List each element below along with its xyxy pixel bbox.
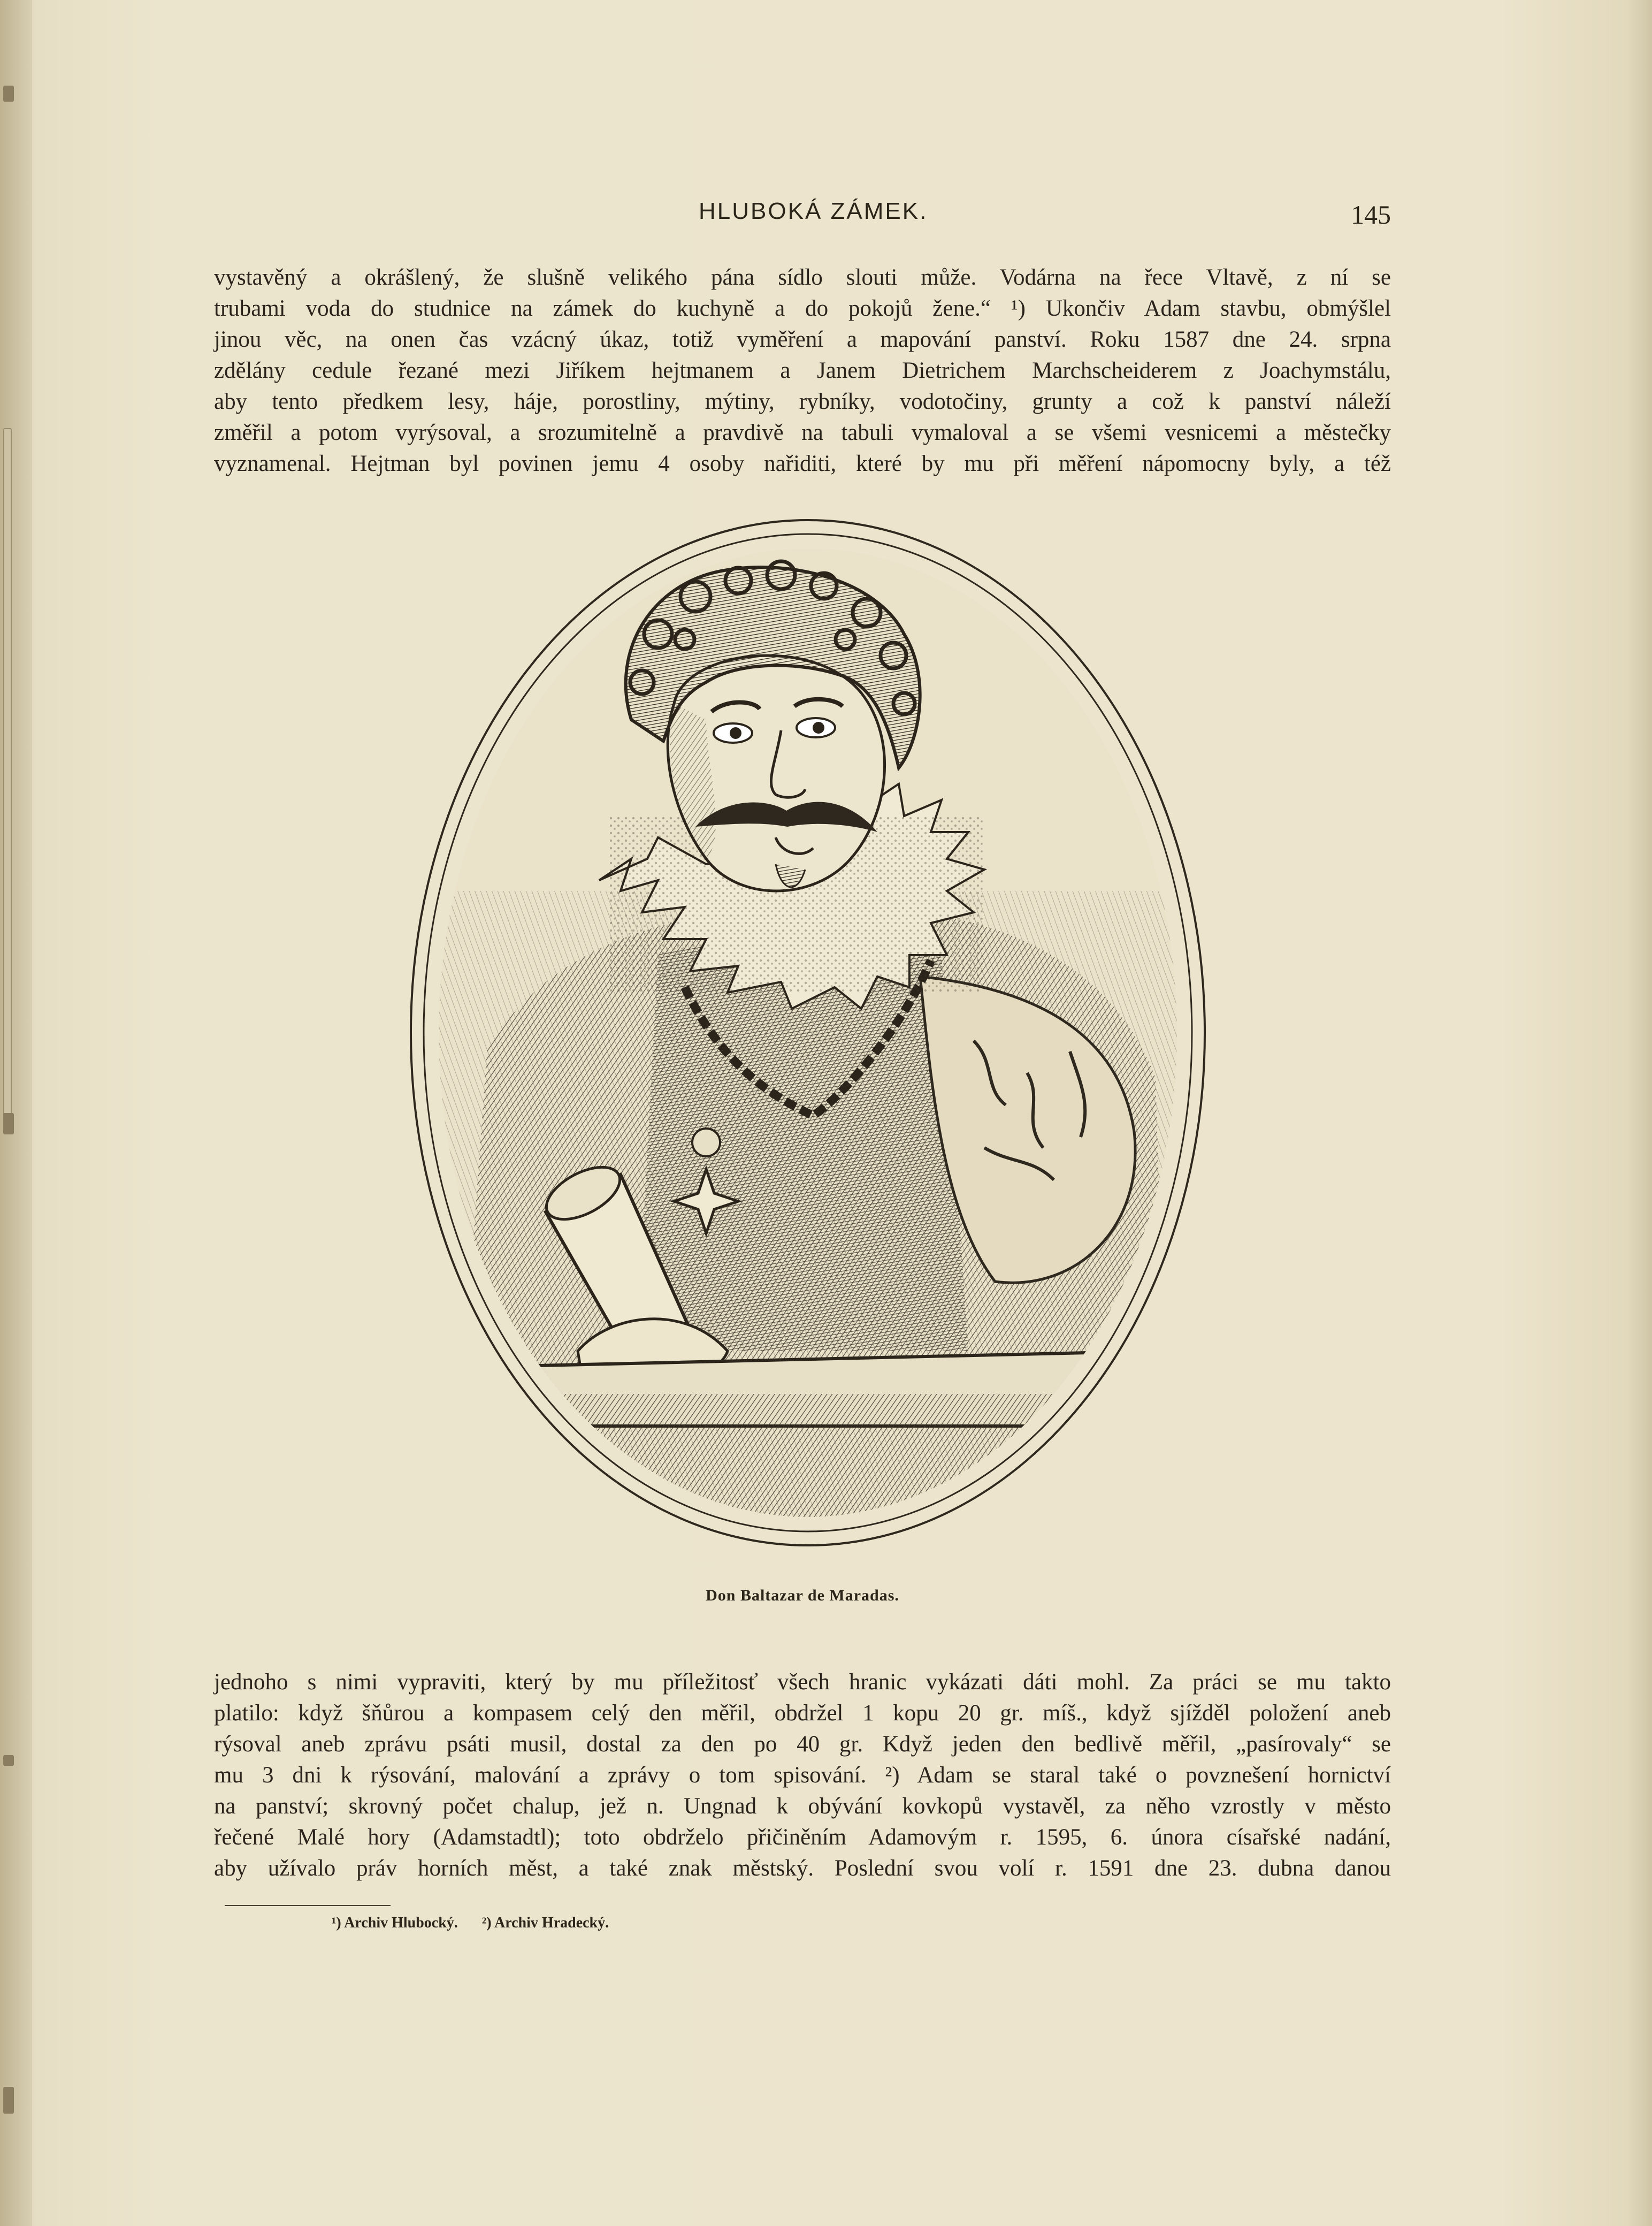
binding-mark	[3, 1113, 14, 1134]
text-line: řečené Malé hory (Adamstadtl); toto obdrželo přičiněním Adamovým r. 1595, 6. února císařské nadání,	[214, 1825, 1391, 1850]
text-line: jednoho s nimi vypraviti, který by mu příležitosť všech hranic vykázati dáti mohl. Za práci se mu takto	[214, 1670, 1391, 1695]
binding-mark	[3, 2087, 14, 2114]
text-line: zdělány cedule řezané mezi Jiříkem hejtmanem a Janem Dietrichem Marchscheiderem z Joachymstálu,	[214, 358, 1391, 383]
text-line: změřil a potom vyrýsoval, a srozumitelně a pravdivě na tabuli vymaloval a se všemi vesnicemi a městečky	[214, 420, 1391, 445]
text-line: aby užívalo práv horních měst, a také znak městský. Poslední svou volí r. 1591 dne 23. dubna danou	[214, 1856, 1391, 1881]
binding-mark	[3, 86, 14, 102]
text-line: trubami voda do studnice na zámek do kuchyně a do pokojů žene.“ ¹) Ukončiv Adam stavbu, obmýšlel	[214, 296, 1391, 321]
binding-strip	[3, 428, 12, 1126]
footnote-rule	[225, 1905, 391, 1906]
portrait-caption: Don Baltazar de Maradas.	[706, 1587, 899, 1604]
running-head-title: HLUBOKÁ ZÁMEK.	[699, 198, 928, 224]
running-head	[214, 193, 1391, 235]
binding-mark	[3, 1755, 14, 1766]
footnote-1: ¹) Archiv Hlubocký.	[332, 1915, 458, 1931]
footnote-2: ²) Archiv Hradecký.	[481, 1915, 609, 1931]
text-line: jinou věc, na onen čas vzácný úkaz, totiž vyměření a mapování panství. Roku 1587 dne 24. srpna	[214, 327, 1391, 352]
text-line: na panství; skrovný počet chalup, jež n. Ungnad k obývání kovkopů vystavěl, za něho vzrostly v město	[214, 1794, 1391, 1819]
text-line: vystavěný a okrášlený, že slušně velikého pána sídlo slouti může. Vodárna na řece Vltavě, z ní se	[214, 265, 1391, 290]
text-line: aby tento předkem lesy, háje, porostliny, mýtiny, rybníky, vodotočiny, grunty a což k panství náleží	[214, 389, 1391, 414]
text-line: rýsoval aneb zprávu psáti musil, dostal za den po 40 gr. Když jeden den bedlivě měřil, „pasírovaly“ se	[214, 1732, 1391, 1757]
paragraph-bottom	[214, 1667, 1391, 1884]
text-line: mu 3 dni k rýsování, malování a zprávy o tom spisování. ²) Adam se staral také o povznešení hornictví	[214, 1763, 1391, 1788]
portrait-illustration	[407, 516, 1209, 1549]
text-line: platilo: když šňůrou a kompasem celý den měřil, obdržel 1 kopu 20 gr. míš., když sjížděl položení aneb	[214, 1701, 1391, 1726]
page-binding-edge	[0, 0, 32, 2226]
text-line: vyznamenal. Hejtman byl povinen jemu 4 osoby nařiditi, které by mu při měření nápomocny byly, a též	[214, 451, 1391, 476]
portrait-engraving	[407, 516, 1209, 1549]
page-number: 145	[1351, 200, 1391, 230]
paragraph-top	[214, 262, 1391, 479]
footnotes	[332, 1915, 974, 1932]
